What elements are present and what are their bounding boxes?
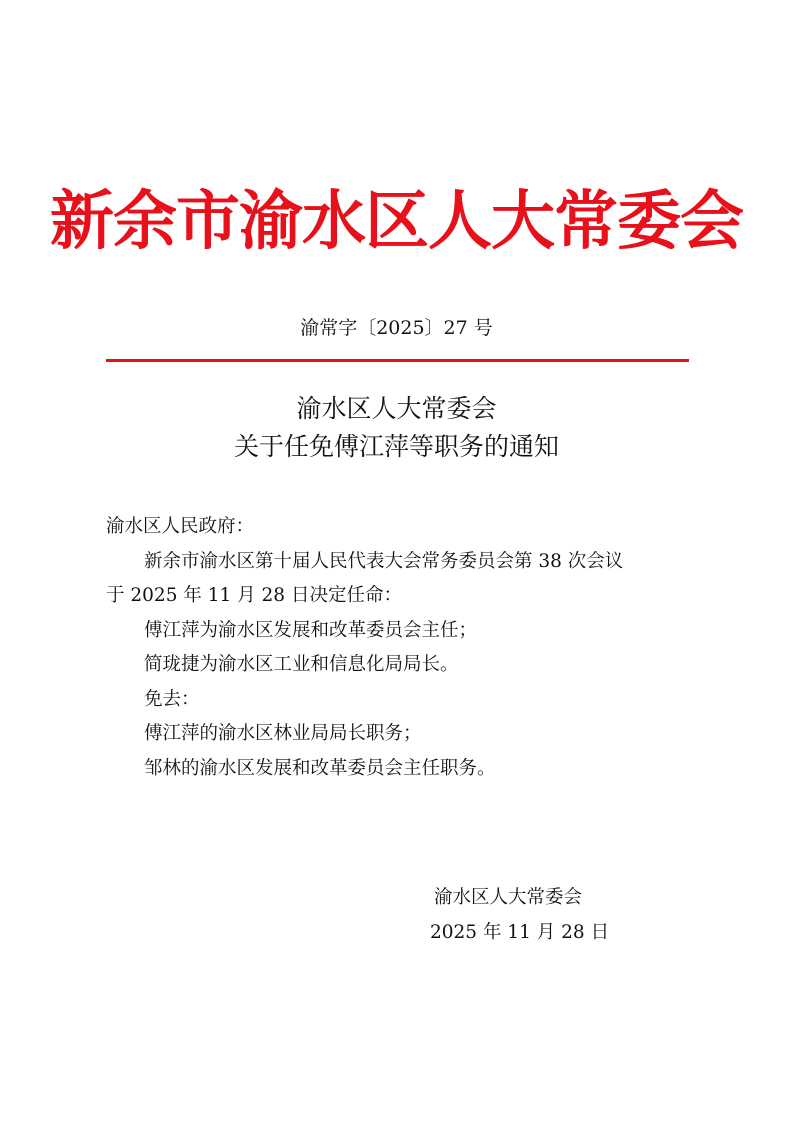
appointment-item: 傅江萍为渝水区发展和改革委员会主任； (144, 619, 478, 641)
signature-organization: 渝水区人大常委会 (434, 887, 583, 908)
signature-block (430, 881, 609, 950)
issuer-title: 新余市渝水区人大常委会 (50, 184, 743, 259)
document-body (106, 510, 691, 786)
intro-paragraph-line-1: 新余市渝水区第十届人民代表大会常务委员会第 38 次会议 (144, 550, 624, 572)
addressee: 渝水区人民政府： (106, 516, 255, 537)
removal-label: 免去： (144, 688, 200, 710)
document-title-line-2: 关于任免傅江萍等职务的通知 (233, 432, 559, 461)
red-divider-line (106, 359, 689, 362)
signature-date: 2025 年 11 月 28 日 (430, 921, 610, 943)
document-number: 渝常字〔2025〕27 号 (300, 317, 493, 339)
appointment-item: 简珑捷为渝水区工业和信息化局局长。 (144, 654, 459, 675)
intro-paragraph-line-2: 于 2025 年 11 月 28 日决定任命： (106, 585, 402, 606)
removal-item: 邹林的渝水区发展和改革委员会主任职务。 (144, 757, 496, 779)
document-title-line-1: 渝水区人大常委会 (296, 394, 497, 423)
removal-item: 傅江萍的渝水区林业局局长职务； (144, 723, 422, 744)
document-title (0, 390, 793, 466)
